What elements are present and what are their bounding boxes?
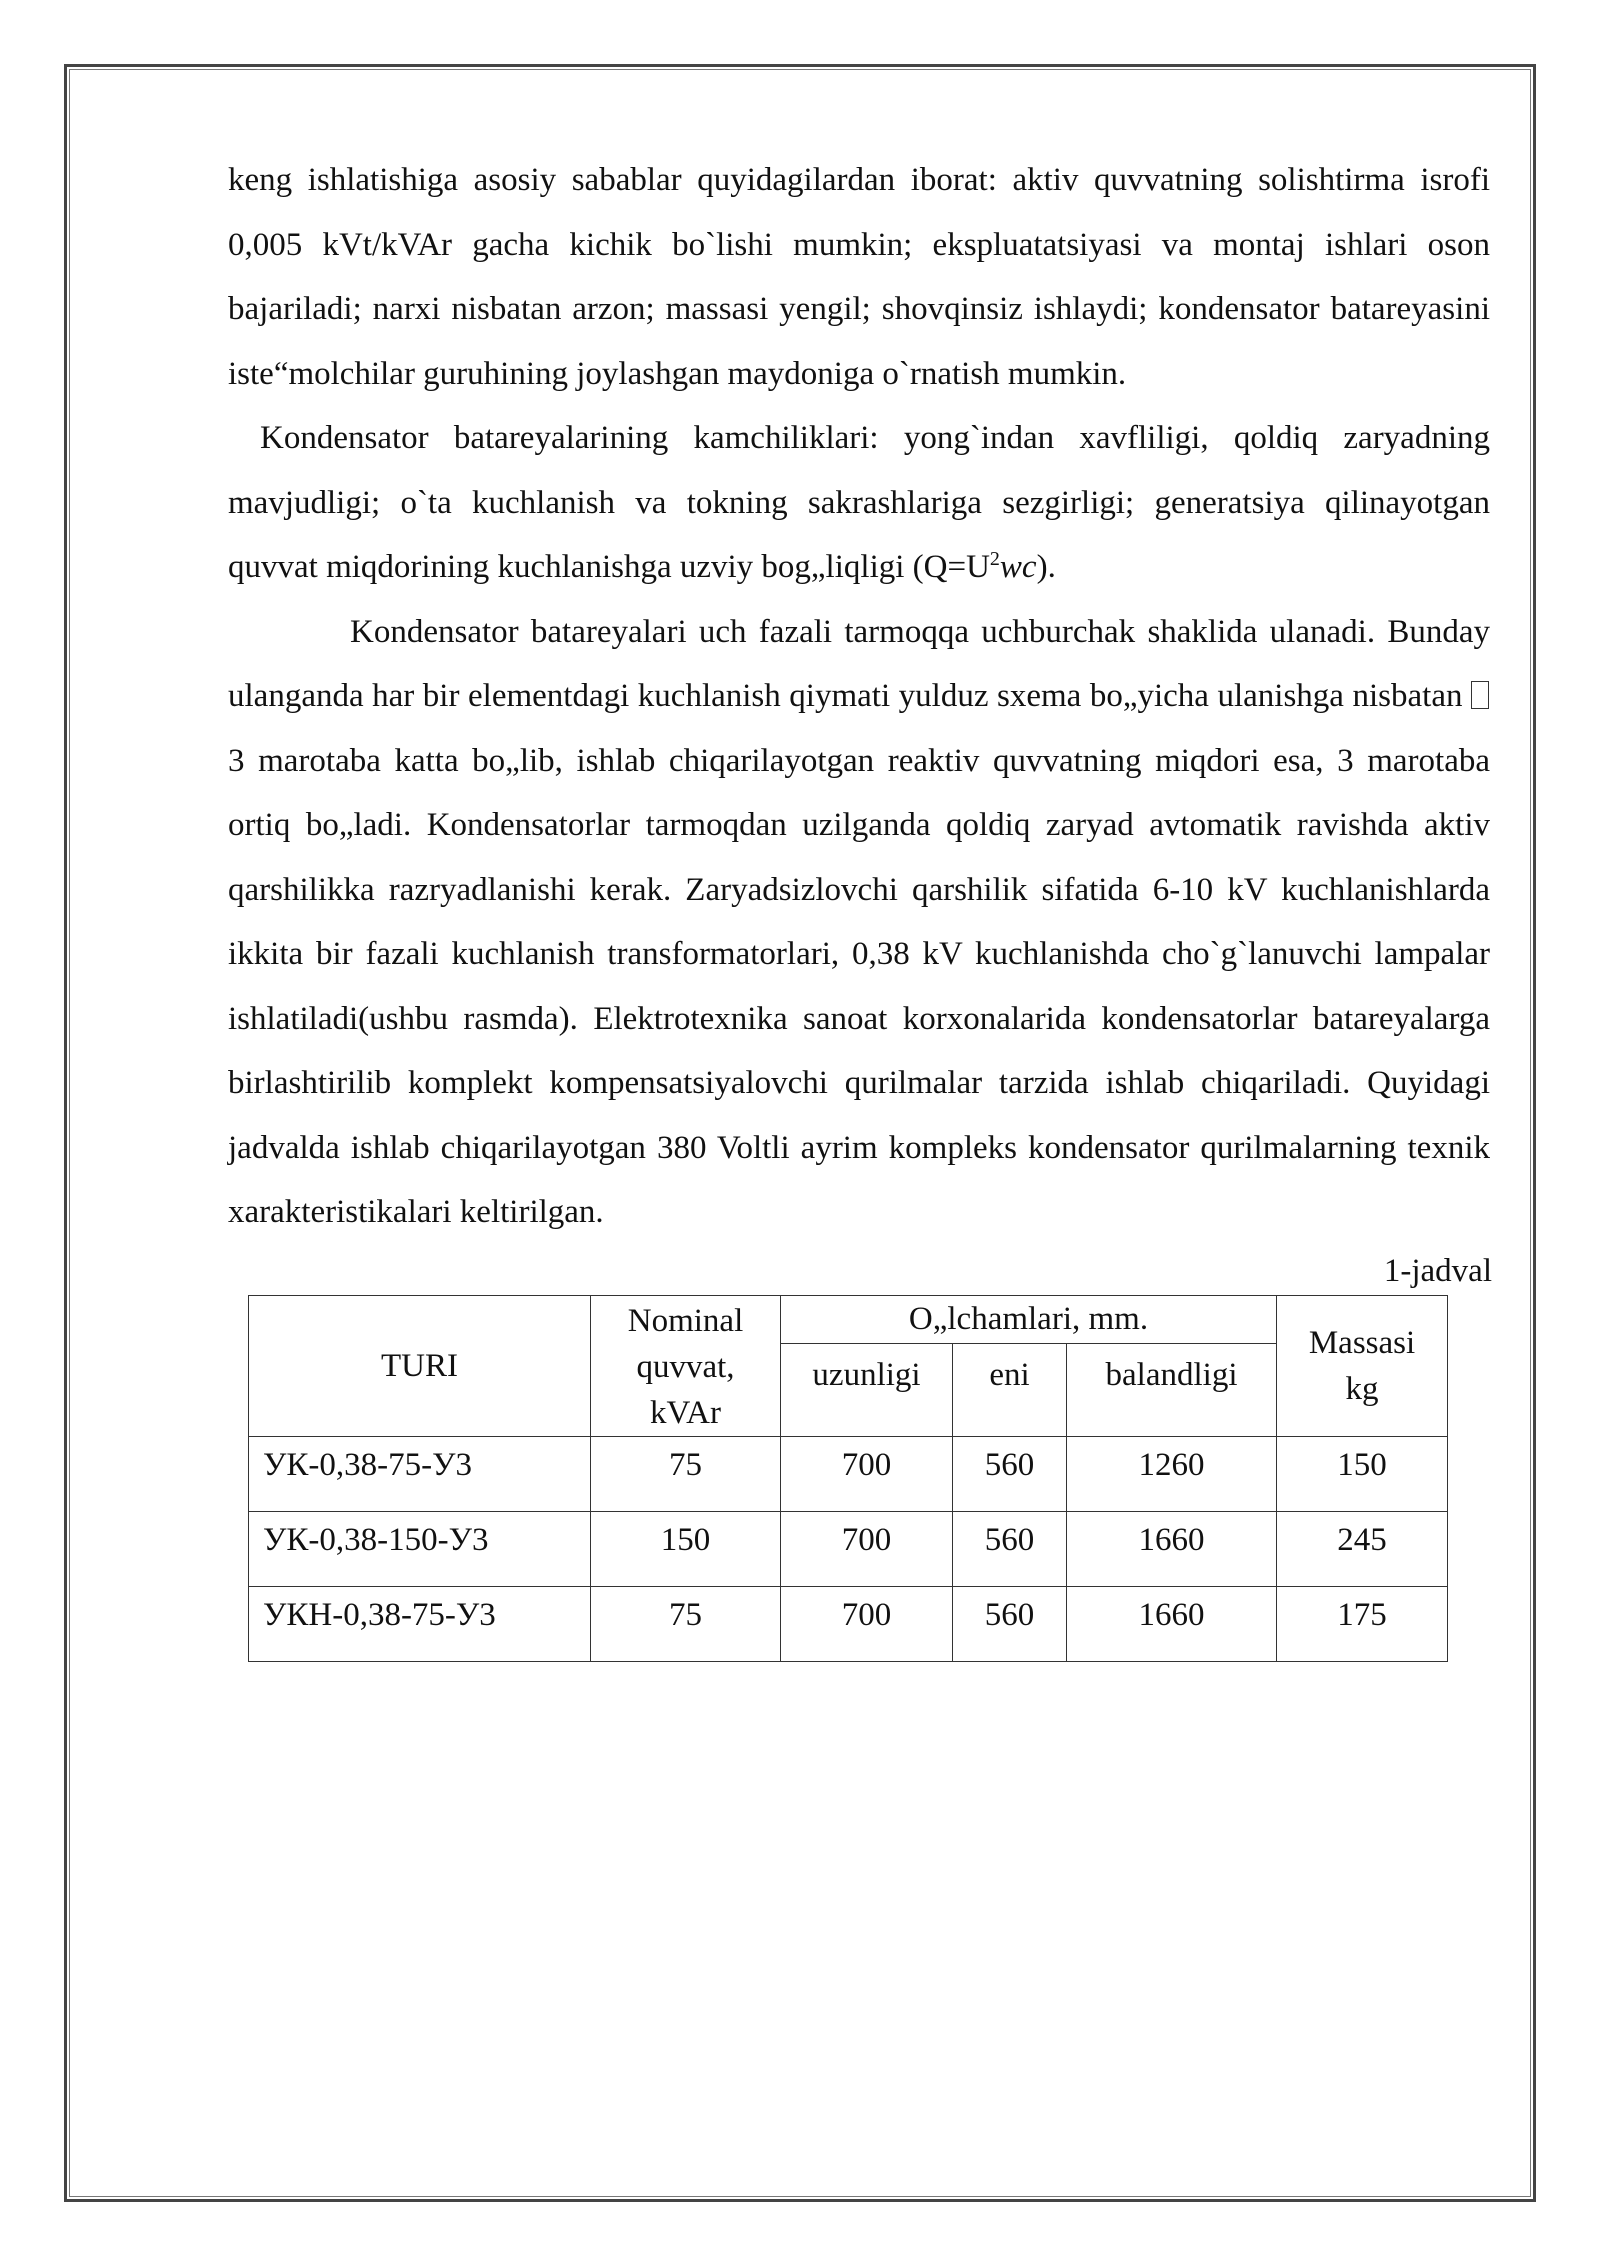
table-row [249, 1511, 1448, 1586]
superscript-exponent: 2 [989, 548, 1000, 570]
cell-height: 1660 [1067, 1511, 1277, 1586]
document-body [228, 148, 1492, 1633]
cell-width: 560 [953, 1436, 1067, 1511]
paragraph-connection-text-1: Kondensator batareyalari uch fazali tarmoqqa uchburchak shaklida ulanadi. Bunday ulanganda har bir elementdagi kuchlanish qiymati yulduz sxema bo„yicha ulanishga nisbatan [228, 613, 1490, 714]
cell-height: 1660 [1067, 1586, 1277, 1661]
header-power-line-1: Nominal [627, 1302, 744, 1339]
specifications-table [248, 1295, 1448, 1662]
paragraph-advantages: keng ishlatishiga asosiy sabablar quyidagilardan iborat: aktiv quvvatning solishtirma isrofi 0,005 kVt/kVAr gacha kichik bo`lishi mumkin; ekspluatatsiyasi va montaj ishlari oson bajariladi; narxi nisbatan arzon; massasi yengil; shovqinsiz ishlaydi; kondensator batareyasini iste“molchilar guruhining joylashgan maydoniga o`rnatish mumkin. [228, 162, 1490, 392]
cell-mass: 150 [1277, 1436, 1448, 1511]
formula-end: ). [1036, 549, 1056, 585]
table-row [249, 1436, 1448, 1511]
paragraph-disadvantages-text: Kondensator batareyalarining kamchiliklari: yong`indan xavfliligi, qoldiq zaryadning mavjudligi; o`ta kuchlanish va tokning sakrashlariga sezgirligi; generatsiya qilinayotgan quvvat miqdorining kuchlanishga uzviy bog„liqligi (Q=U [228, 420, 1490, 585]
header-power-line-3: kVAr [650, 1394, 721, 1431]
paragraph-connection-text-2: 3 marotaba katta bo„lib, ishlab chiqarilayotgan reaktiv quvvatning miqdori esa, 3 marotaba ortiq bo„ladi. Kondensatorlar tarmoqdan uzilganda qoldiq zaryad avtomatik ravishda aktiv qarshilikka razryadlanishi kerak. Zaryadsizlovchi qarshilik sifatida 6-10 kV kuchlanishlarda ikkita bir fazali kuchlanish transformatorlari, 0,38 kV kuchlanishda cho`g`lanuvchi lampalar ishlatiladi(ushbu rasmda). Elektrotexnika sanoat korxonalarida kondensatorlar batareyalarga birlashtirilib komplekt kompensatsiyalovchi qurilmalar tarzida ishlab chiqariladi. Quyidagi jadvalda ishlab chiqarilayotgan 380 Voltli ayrim kompleks kondensator qurilmalarning texnik xarakteristikalari keltirilgan. [228, 742, 1490, 1230]
cell-type: УКН-0,38-75-У3 [249, 1586, 591, 1661]
cell-length: 700 [781, 1436, 953, 1511]
cell-mass: 245 [1277, 1511, 1448, 1586]
cell-width: 560 [953, 1586, 1067, 1661]
header-width: eni [953, 1344, 1067, 1436]
paragraph-connection [228, 600, 1490, 1245]
cell-length: 700 [781, 1511, 953, 1586]
cell-width: 560 [953, 1511, 1067, 1586]
formula-variable: wc [999, 549, 1037, 585]
paragraph-disadvantages [228, 406, 1490, 600]
table-row [249, 1586, 1448, 1661]
cell-power: 150 [591, 1511, 781, 1586]
sqrt-placeholder-symbol [1471, 681, 1489, 709]
header-nominal-power [591, 1295, 781, 1436]
cell-type: УК-0,38-75-У3 [249, 1436, 591, 1511]
cell-height: 1260 [1067, 1436, 1277, 1511]
header-length: uzunligi [781, 1344, 953, 1436]
header-mass-line-1: Massasi [1308, 1324, 1416, 1361]
table-caption: 1-jadval [1383, 1252, 1492, 1289]
header-height: balandligi [1067, 1344, 1277, 1436]
header-power-line-2: quvvat, [636, 1348, 735, 1385]
table-header-row [249, 1295, 1448, 1344]
cell-power: 75 [591, 1586, 781, 1661]
cell-length: 700 [781, 1586, 953, 1661]
cell-power: 75 [591, 1436, 781, 1511]
cell-mass: 175 [1277, 1586, 1448, 1661]
cell-type: УК-0,38-150-У3 [249, 1511, 591, 1586]
header-type: TURI [249, 1295, 591, 1436]
header-dimensions: O„lchamlari, mm. [781, 1295, 1277, 1344]
header-mass-line-2: kg [1345, 1370, 1379, 1407]
header-mass [1277, 1295, 1448, 1436]
